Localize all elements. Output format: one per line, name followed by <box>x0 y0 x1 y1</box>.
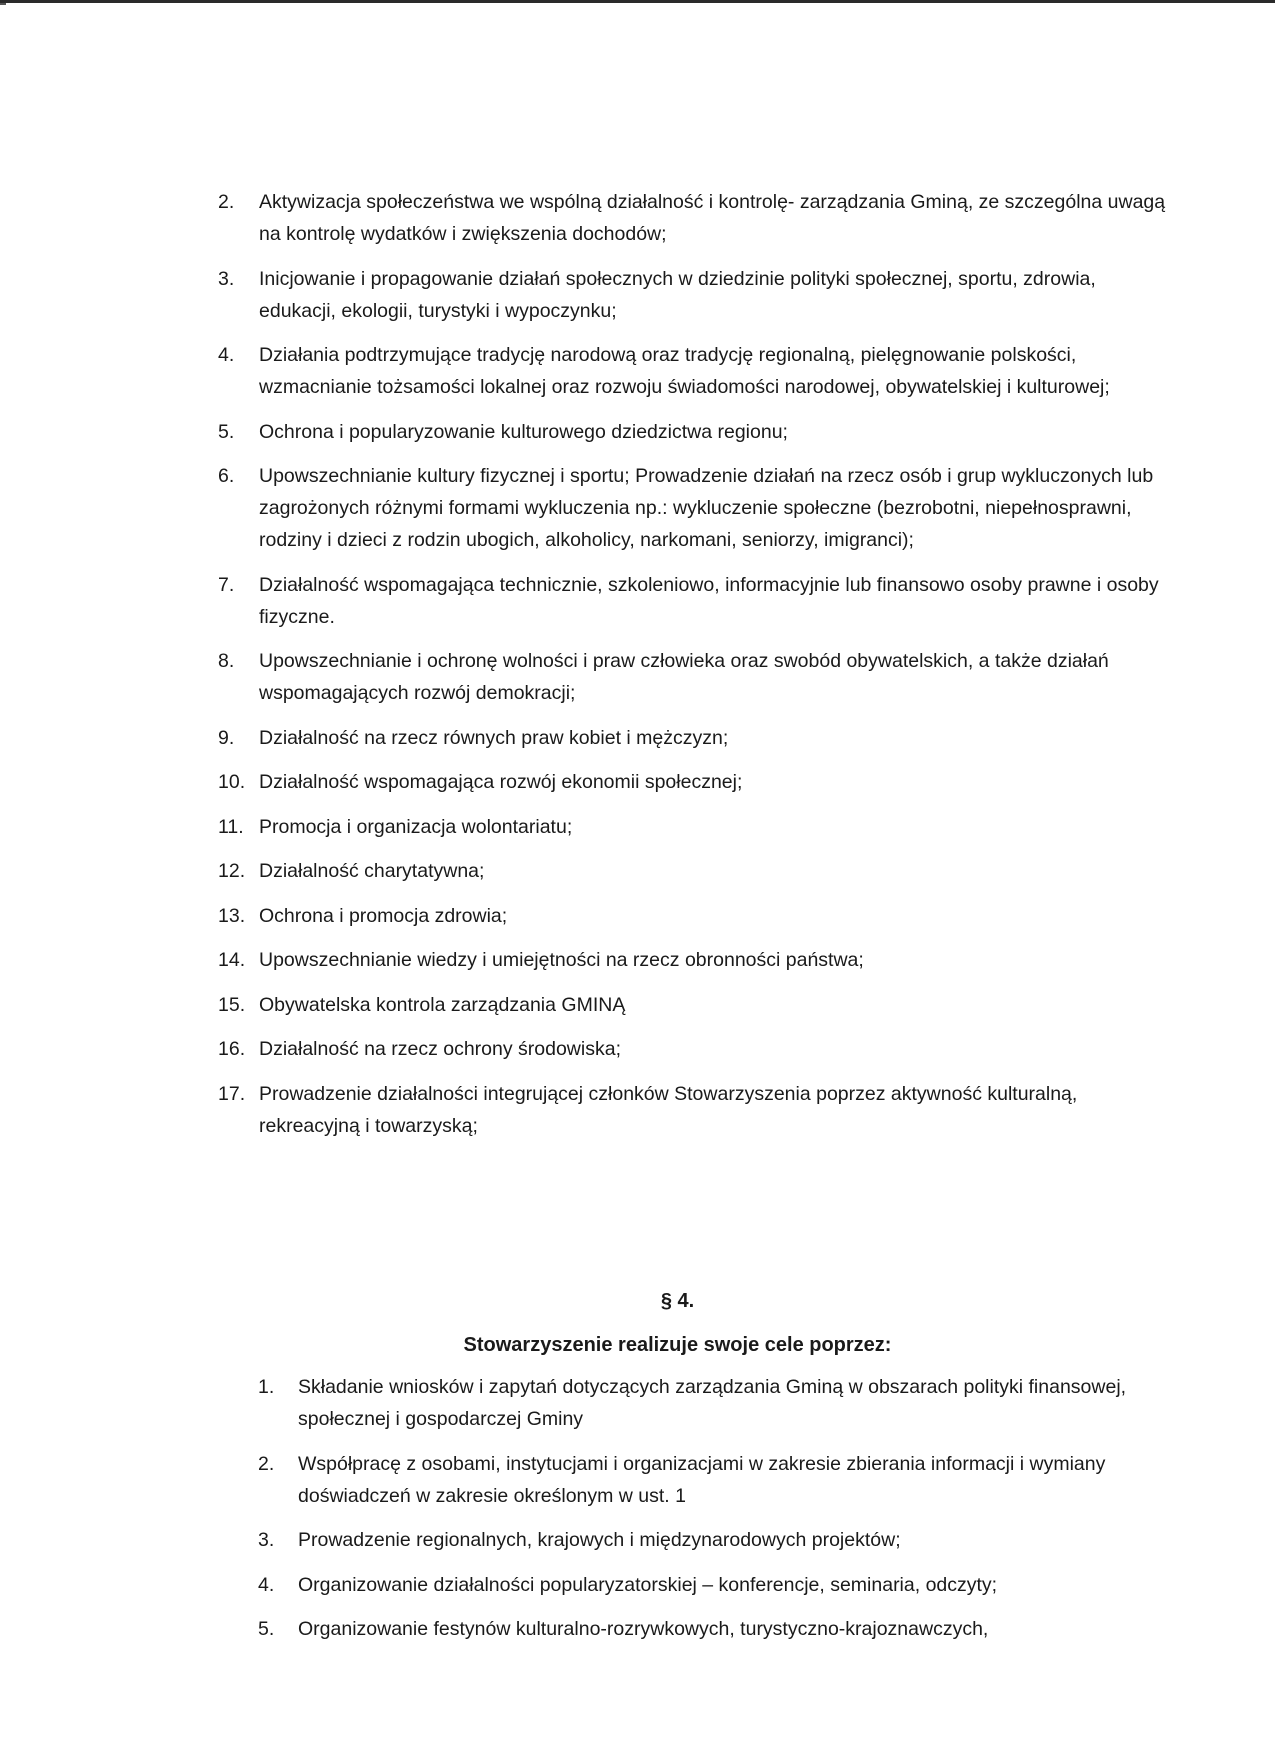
list-item <box>218 766 1178 798</box>
list-item <box>218 944 1178 976</box>
list-item <box>218 722 1178 754</box>
list-item-number: 7. <box>218 573 235 596</box>
list-item <box>218 186 1178 250</box>
list-item-number: 11. <box>218 815 244 838</box>
list-item <box>218 855 1178 887</box>
list-item-text: Działalność wspomagająca technicznie, szkoleniowo, informacyjnie lub finansowo osoby prawne i osoby fizyczne. <box>259 573 1159 628</box>
list-item-number: 8. <box>218 650 235 672</box>
list-item-number: 5. <box>258 1618 275 1640</box>
list-item-text: Składanie wniosków i zapytań dotyczących zarządzania Gminą w obszarach polityki finansowej, społecznej i gospodarczej Gminy <box>298 1376 1127 1430</box>
list-item <box>258 1448 1178 1512</box>
list-item-number: 3. <box>218 267 235 290</box>
list-item-text: Działalność na rzecz ochrony środowiska; <box>259 1038 621 1060</box>
list-item-text: Działania podtrzymujące tradycję narodową oraz tradycję regionalną, pielęgnowanie polskości, wzmacnianie tożsamości lokalnej oraz rozwoju świadomości narodowej, obywatelskiej i kulturowej; <box>259 344 1110 398</box>
list-item <box>218 416 1178 448</box>
section-number: § 4. <box>660 1290 695 1312</box>
list-item-text: Obywatelska kontrola zarządzania GMINĄ <box>259 993 626 1016</box>
list-item-text: Ochrona i promocja zdrowia; <box>259 904 508 927</box>
list-item-text: Działalność wspomagająca rozwój ekonomii społecznej; <box>259 771 743 793</box>
list-item-number: 1. <box>258 1376 275 1398</box>
list-item-number: 12. <box>218 860 246 882</box>
list-item-number: 3. <box>258 1529 275 1551</box>
list-item-text: Upowszechnianie i ochronę wolności i praw człowieka oraz swobód obywatelskich, a także działań wspomagających rozwój demokracji; <box>259 650 1109 704</box>
list-item-text: Upowszechnianie wiedzy i umiejętności na rzecz obronności państwa; <box>259 949 864 971</box>
list-item <box>218 989 1178 1021</box>
list-item-number: 4. <box>218 344 235 366</box>
list-item-text: Organizowanie działalności popularyzatorskiej – konferencje, seminaria, odczyty; <box>298 1573 998 1596</box>
list-item-number: 2. <box>218 191 235 213</box>
list-item <box>218 569 1178 633</box>
list-item-number: 4. <box>258 1573 275 1596</box>
list-item-text: Działalność na rzecz równych praw kobiet i mężczyzn; <box>259 726 729 749</box>
list-item-number: 2. <box>258 1452 275 1475</box>
list-item-text: Organizowanie festynów kulturalno-rozrywkowych, turystyczno-krajoznawczych, <box>298 1618 989 1640</box>
list-item-text: Prowadzenie regionalnych, krajowych i międzynarodowych projektów; <box>298 1529 901 1551</box>
list-item-text: Upowszechnianie kultury fizycznej i sportu; Prowadzenie działań na rzecz osób i grup wykluczonych lub zagrożonych różnymi formami wykluczenia np.: wykluczenie społeczne (bezrobotni, niepełnosprawni, rodziny i dzieci z rodzin ubogich, alkoholicy, narkomani, seniorzy, imigranci); <box>259 465 1154 551</box>
means-list <box>258 1371 1178 1658</box>
list-item <box>218 339 1178 403</box>
list-item-number: 10. <box>218 771 246 793</box>
list-item-number: 15. <box>218 993 246 1016</box>
list-item <box>218 460 1178 556</box>
list-item <box>258 1569 1178 1601</box>
scan-top-edge <box>0 0 1275 3</box>
list-item <box>218 645 1178 709</box>
list-item <box>218 811 1178 843</box>
list-item-number: 16. <box>218 1038 246 1060</box>
list-item-number: 17. <box>218 1082 246 1105</box>
list-item-number: 5. <box>218 420 235 443</box>
scan-corner-mark <box>0 3 6 5</box>
list-item <box>218 263 1178 327</box>
list-item-text: Działalność charytatywna; <box>259 860 485 882</box>
list-item-text: Prowadzenie działalności integrującej członków Stowarzyszenia poprzez aktywność kulturalną, rekreacyjną i towarzyską; <box>259 1082 1078 1137</box>
list-item <box>218 1078 1178 1142</box>
list-item <box>258 1613 1178 1645</box>
list-item <box>258 1524 1178 1556</box>
list-item-number: 9. <box>218 726 235 749</box>
list-item-number: 14. <box>218 949 246 971</box>
list-item <box>258 1371 1178 1435</box>
list-item <box>218 1033 1178 1065</box>
section-title: Stowarzyszenie realizuje swoje cele poprzez: <box>463 1334 892 1356</box>
list-item-text: Inicjowanie i propagowanie działań społecznych w dziedzinie polityki społecznej, sportu, zdrowia, edukacji, ekologii, turystyki i wypoczynku; <box>259 267 1096 322</box>
list-item <box>218 900 1178 932</box>
list-item-number: 13. <box>218 904 246 927</box>
list-item-text: Współpracę z osobami, instytucjami i organizacjami w zakresie zbierania informacji i wymiany doświadczeń w zakresie określonym w ust. 1 <box>298 1452 1106 1507</box>
goals-list <box>218 186 1178 1154</box>
list-item-number: 6. <box>218 465 235 487</box>
list-item-text: Aktywizacja społeczeństwa we wspólną działalność i kontrolę- zarządzania Gminą, ze szczególna uwagą na kontrolę wydatków i zwiększenia dochodów; <box>259 191 1166 245</box>
list-item-text: Ochrona i popularyzowanie kulturowego dziedzictwa regionu; <box>259 420 788 443</box>
list-item-text: Promocja i organizacja wolontariatu; <box>259 815 573 838</box>
